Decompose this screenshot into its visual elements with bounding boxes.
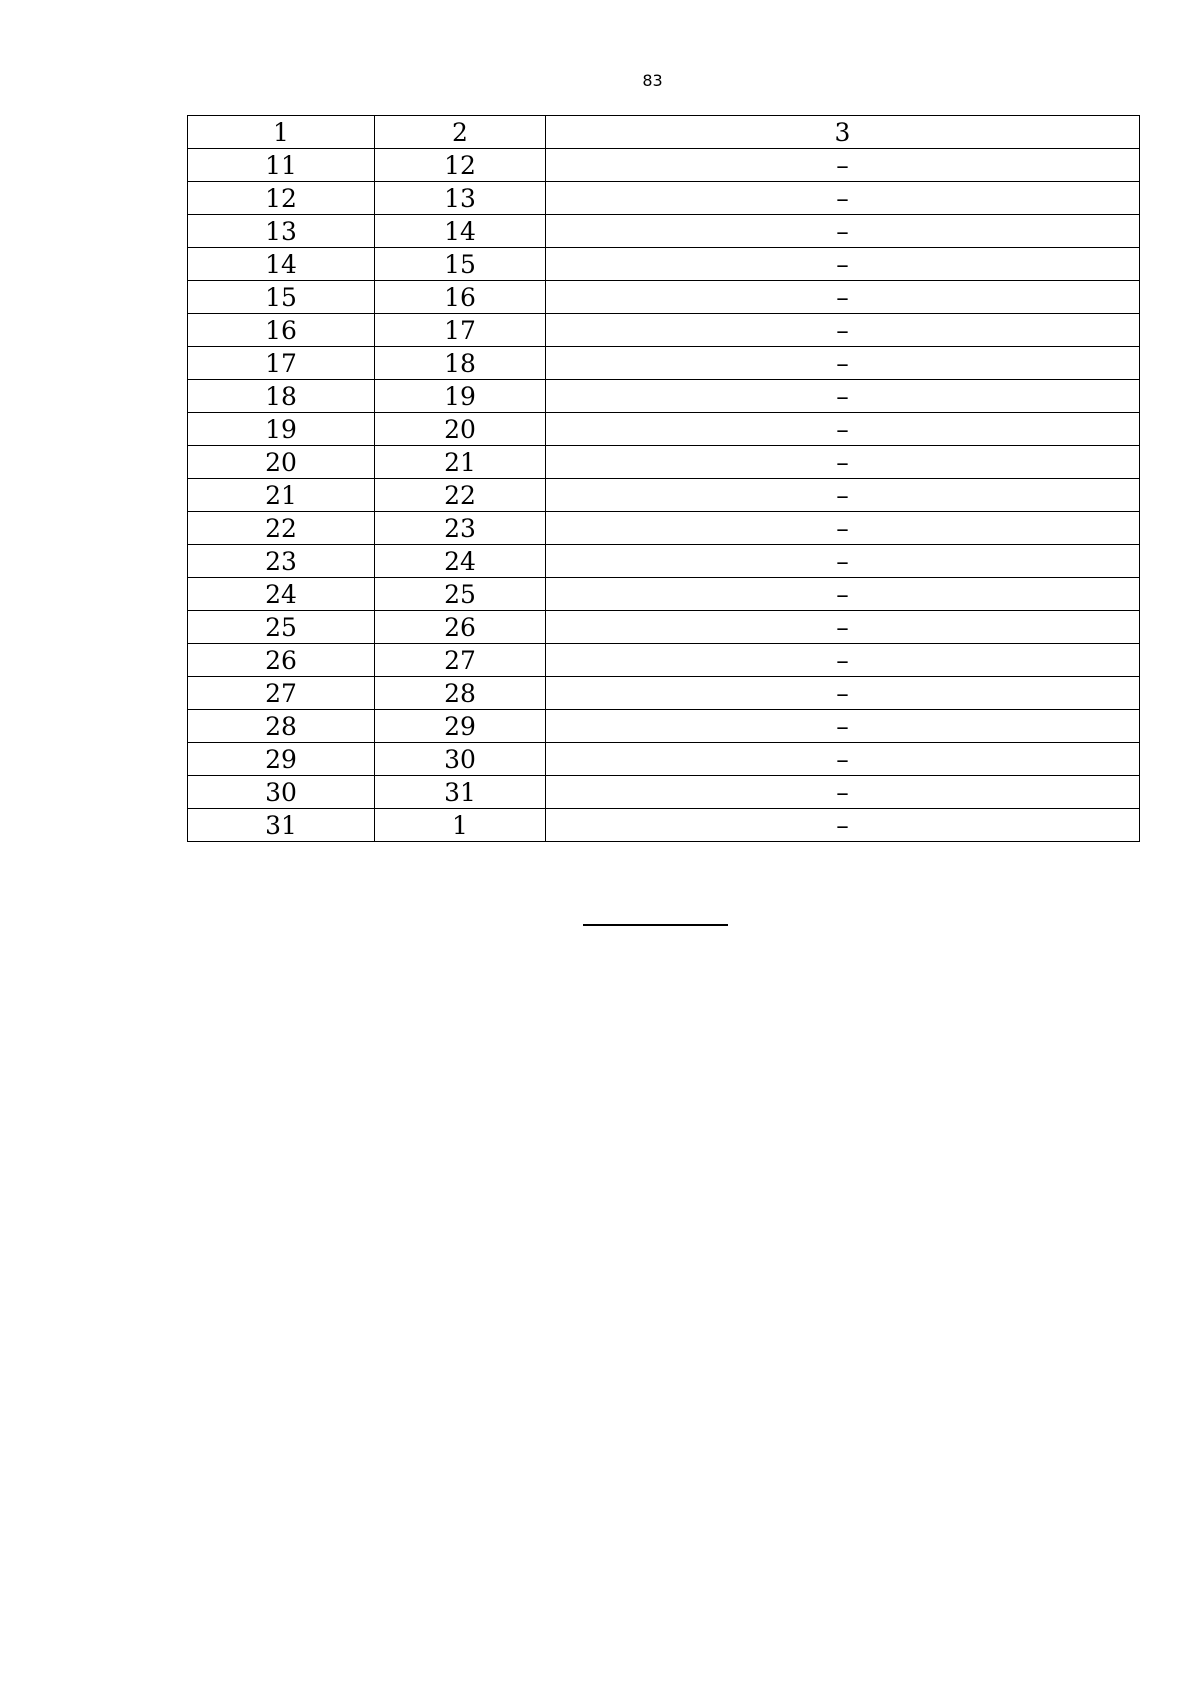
table-cell-col-2: 13 [375, 182, 546, 215]
table-row [188, 182, 1140, 215]
table-cell-col-2: 27 [375, 644, 546, 677]
table-cell-col-3: – [546, 248, 1140, 281]
table-cell-col-1: 22 [188, 512, 375, 545]
table-cell-col-3: – [546, 644, 1140, 677]
page-number [0, 71, 1200, 90]
table-row [188, 710, 1140, 743]
header-cell-2: 2 [375, 116, 546, 149]
table-cell-col-3: – [546, 413, 1140, 446]
header-cell-1: 1 [188, 116, 375, 149]
table-cell-col-2: 14 [375, 215, 546, 248]
table-cell-col-2: 19 [375, 380, 546, 413]
table-cell-col-3: – [546, 611, 1140, 644]
table-row [188, 809, 1140, 842]
table-cell-col-3: – [546, 281, 1140, 314]
table-cell-col-1: 21 [188, 479, 375, 512]
table-row [188, 743, 1140, 776]
table-header-row [188, 116, 1140, 149]
table-row [188, 314, 1140, 347]
table-cell-col-2: 31 [375, 776, 546, 809]
page-number-text: 83 [642, 71, 663, 90]
table-row [188, 479, 1140, 512]
table-cell-col-1: 20 [188, 446, 375, 479]
table-cell-col-1: 28 [188, 710, 375, 743]
table-cell-col-2: 28 [375, 677, 546, 710]
table-row [188, 644, 1140, 677]
table-cell-col-2: 22 [375, 479, 546, 512]
table-cell-col-1: 19 [188, 413, 375, 446]
table-cell-col-2: 29 [375, 710, 546, 743]
table-cell-col-1: 16 [188, 314, 375, 347]
table-row [188, 512, 1140, 545]
table-row [188, 578, 1140, 611]
table-row [188, 413, 1140, 446]
table-cell-col-1: 17 [188, 347, 375, 380]
table-row [188, 347, 1140, 380]
table-cell-col-3: – [546, 743, 1140, 776]
table-cell-col-2: 1 [375, 809, 546, 842]
table-row [188, 281, 1140, 314]
table-row [188, 776, 1140, 809]
table-cell-col-1: 11 [188, 149, 375, 182]
table-cell-col-3: – [546, 380, 1140, 413]
table-row [188, 545, 1140, 578]
table-cell-col-2: 12 [375, 149, 546, 182]
table-row [188, 149, 1140, 182]
table-cell-col-1: 29 [188, 743, 375, 776]
table-cell-col-3: – [546, 446, 1140, 479]
table-cell-col-3: – [546, 776, 1140, 809]
table-cell-col-2: 17 [375, 314, 546, 347]
table-cell-col-3: – [546, 182, 1140, 215]
table-cell-col-1: 23 [188, 545, 375, 578]
table-cell-col-3: – [546, 479, 1140, 512]
table-cell-col-2: 26 [375, 611, 546, 644]
table-cell-col-3: – [546, 809, 1140, 842]
table-cell-col-3: – [546, 347, 1140, 380]
table-body [188, 116, 1140, 842]
table-cell-col-1: 25 [188, 611, 375, 644]
table-cell-col-2: 21 [375, 446, 546, 479]
table-cell-col-2: 15 [375, 248, 546, 281]
table-cell-col-1: 24 [188, 578, 375, 611]
table-cell-col-2: 23 [375, 512, 546, 545]
table-cell-col-1: 31 [188, 809, 375, 842]
table-row [188, 677, 1140, 710]
table-cell-col-3: – [546, 215, 1140, 248]
table-row [188, 611, 1140, 644]
table-cell-col-1: 27 [188, 677, 375, 710]
table-cell-col-3: – [546, 314, 1140, 347]
table-cell-col-3: – [546, 149, 1140, 182]
table-cell-col-3: – [546, 710, 1140, 743]
table-cell-col-2: 18 [375, 347, 546, 380]
table-cell-col-2: 16 [375, 281, 546, 314]
table-cell-col-1: 15 [188, 281, 375, 314]
table-cell-col-1: 14 [188, 248, 375, 281]
table-cell-col-2: 20 [375, 413, 546, 446]
table-cell-col-3: – [546, 545, 1140, 578]
table-cell-col-2: 24 [375, 545, 546, 578]
table-row [188, 380, 1140, 413]
header-cell-3: 3 [546, 116, 1140, 149]
table-cell-col-1: 30 [188, 776, 375, 809]
table-row [188, 248, 1140, 281]
table-cell-col-3: – [546, 512, 1140, 545]
table-cell-col-1: 18 [188, 380, 375, 413]
table-cell-col-2: 30 [375, 743, 546, 776]
end-rule [583, 924, 728, 926]
table-cell-col-1: 26 [188, 644, 375, 677]
table-cell-col-2: 25 [375, 578, 546, 611]
table-cell-col-1: 13 [188, 215, 375, 248]
table-row [188, 446, 1140, 479]
table-cell-col-1: 12 [188, 182, 375, 215]
data-table [187, 115, 1140, 842]
table-row [188, 215, 1140, 248]
table-cell-col-3: – [546, 578, 1140, 611]
table-cell-col-3: – [546, 677, 1140, 710]
